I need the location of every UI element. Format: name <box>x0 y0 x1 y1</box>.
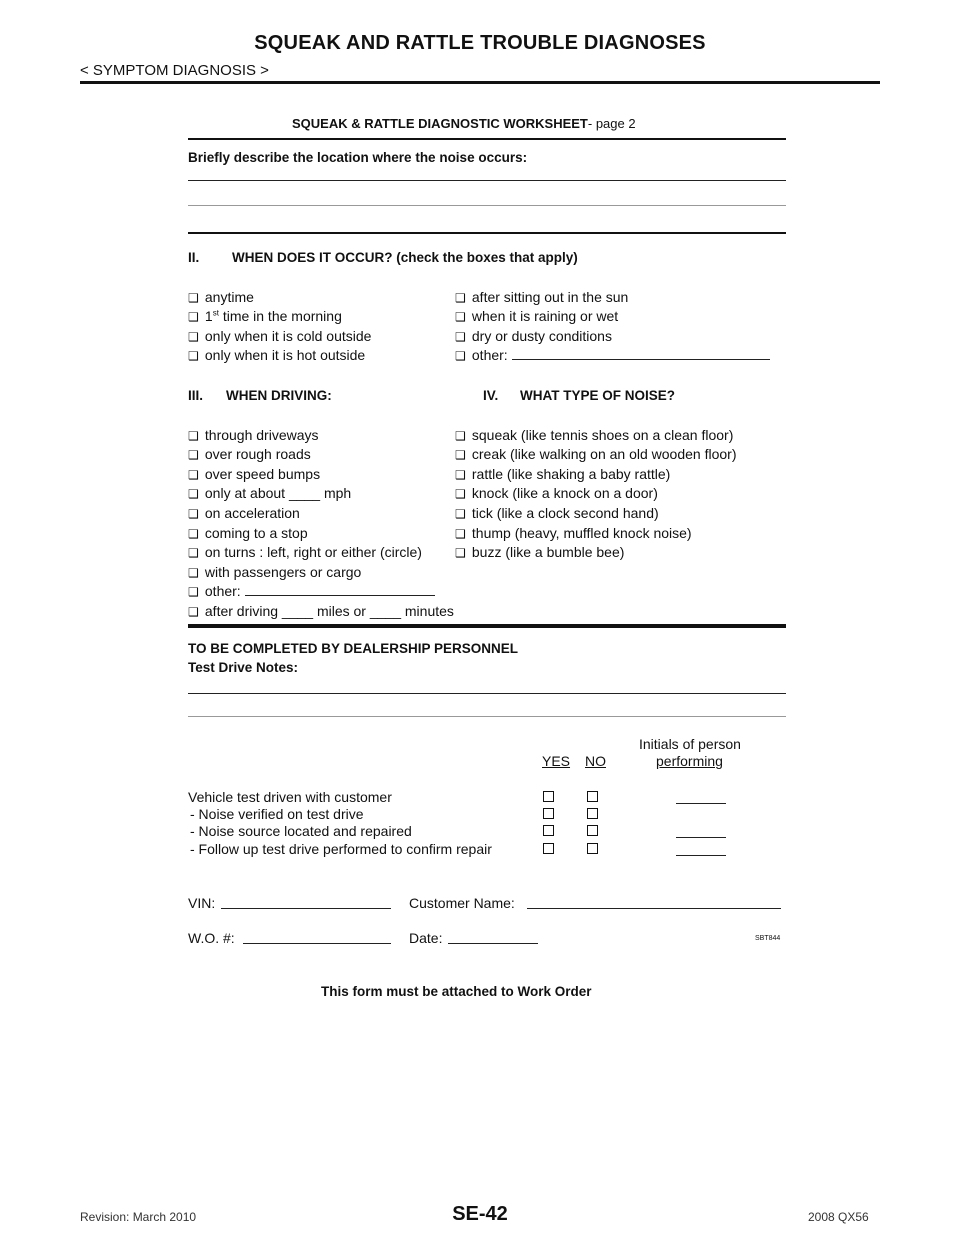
worksheet-rule <box>188 138 786 140</box>
s3-item[interactable]: ❑ on acceleration <box>188 505 300 521</box>
s3-item[interactable]: ❑ coming to a stop <box>188 525 308 541</box>
wo-field[interactable] <box>243 943 391 944</box>
section-subtitle: < SYMPTOM DIAGNOSIS > <box>80 62 269 79</box>
other-blank[interactable] <box>245 594 435 596</box>
checkbox-icon[interactable]: ❑ <box>455 310 466 324</box>
dealer-row-label: Vehicle test driven with customer <box>188 789 392 805</box>
attach-note: This form must be attached to Work Order <box>321 984 592 999</box>
yes-checkbox-icon[interactable] <box>543 843 554 854</box>
no-checkbox-icon[interactable] <box>587 791 598 802</box>
checkbox-icon[interactable]: ❑ <box>455 330 466 344</box>
section3-number: III. <box>188 388 204 403</box>
wo-label: W.O. #: <box>188 930 235 946</box>
section-rule-1 <box>188 232 786 234</box>
initials-blank[interactable] <box>676 855 726 856</box>
checkbox-icon[interactable]: ❑ <box>188 527 199 541</box>
s3-item[interactable]: ❑ over rough roads <box>188 446 311 462</box>
s3-item[interactable]: ❑ other: <box>188 583 435 599</box>
notes-line-1 <box>188 693 786 694</box>
customer-name-field[interactable] <box>527 908 781 909</box>
s2-right-item[interactable]: ❑ dry or dusty conditions <box>455 328 612 344</box>
location-line-1 <box>188 180 786 181</box>
s4-item[interactable]: ❑ squeak (like tennis shoes on a clean floor) <box>455 427 734 443</box>
worksheet-title-text: SQUEAK & RATTLE DIAGNOSTIC WORKSHEET <box>292 116 588 131</box>
initials-blank[interactable] <box>676 837 726 838</box>
checkbox-icon[interactable]: ❑ <box>455 468 466 482</box>
dealer-row-label: - Noise verified on test drive <box>190 806 364 822</box>
checkbox-icon[interactable]: ❑ <box>188 487 199 501</box>
checkbox-icon[interactable]: ❑ <box>188 448 199 462</box>
s2-right-item[interactable]: ❑ after sitting out in the sun <box>455 289 629 305</box>
s4-item[interactable]: ❑ creak (like walking on an old wooden floor) <box>455 446 737 462</box>
date-field[interactable] <box>448 943 538 944</box>
no-checkbox-icon[interactable] <box>587 808 598 819</box>
initials-blank[interactable] <box>676 803 726 804</box>
s3-item[interactable]: ❑ after driving ____ miles or ____ minutes <box>188 603 454 619</box>
page-number: SE-42 <box>452 1203 508 1225</box>
col-initials-label: Initials of person <box>639 736 741 752</box>
checkbox-icon[interactable]: ❑ <box>188 349 199 363</box>
section-rule-2 <box>188 624 786 628</box>
section4-heading: WHAT TYPE OF NOISE? <box>520 388 675 403</box>
checkbox-icon[interactable]: ❑ <box>455 349 466 363</box>
no-checkbox-icon[interactable] <box>587 843 598 854</box>
yes-checkbox-icon[interactable] <box>543 808 554 819</box>
test-drive-notes-label: Test Drive Notes: <box>188 660 299 675</box>
s2-left-item[interactable]: ❑ only when it is hot outside <box>188 347 366 363</box>
s3-item[interactable]: ❑ only at about ____ mph <box>188 485 352 501</box>
dealer-row-label: - Follow up test drive performed to confirm repair <box>190 841 492 857</box>
yes-checkbox-icon[interactable] <box>543 825 554 836</box>
s3-item[interactable]: ❑ with passengers or cargo <box>188 564 362 580</box>
col-performing-label: performing <box>656 753 723 769</box>
s4-item[interactable]: ❑ tick (like a clock second hand) <box>455 505 659 521</box>
location-prompt: Briefly describe the location where the noise occurs: <box>188 150 528 165</box>
s4-item[interactable]: ❑ thump (heavy, muffled knock noise) <box>455 525 692 541</box>
checkbox-icon[interactable]: ❑ <box>455 507 466 521</box>
s3-item[interactable]: ❑ through driveways <box>188 427 319 443</box>
dealer-heading: TO BE COMPLETED BY DEALERSHIP PERSONNEL <box>188 641 519 656</box>
s2-right-item[interactable]: ❑ when it is raining or wet <box>455 308 619 324</box>
notes-line-2 <box>188 716 786 717</box>
checkbox-icon[interactable]: ❑ <box>188 507 199 521</box>
worksheet-title <box>292 116 636 131</box>
checkbox-icon[interactable]: ❑ <box>188 310 199 324</box>
checkbox-icon[interactable]: ❑ <box>188 585 199 599</box>
checkbox-icon[interactable]: ❑ <box>188 605 199 619</box>
checkbox-icon[interactable]: ❑ <box>455 487 466 501</box>
date-label: Date: <box>409 930 443 946</box>
page-title: SQUEAK AND RATTLE TROUBLE DIAGNOSES <box>254 32 706 54</box>
checkbox-icon[interactable]: ❑ <box>188 291 199 305</box>
s4-item[interactable]: ❑ buzz (like a bumble bee) <box>455 544 625 560</box>
other-blank[interactable] <box>512 358 770 360</box>
checkbox-icon[interactable]: ❑ <box>455 429 466 443</box>
checkbox-icon[interactable]: ❑ <box>188 330 199 344</box>
checkbox-icon[interactable]: ❑ <box>455 448 466 462</box>
checkbox-icon[interactable]: ❑ <box>188 566 199 580</box>
location-line-2 <box>188 205 786 206</box>
s2-left-item[interactable]: ❑ 1st time in the morning <box>188 308 342 324</box>
checkbox-icon[interactable]: ❑ <box>455 546 466 560</box>
header-rule <box>80 81 880 84</box>
no-checkbox-icon[interactable] <box>587 825 598 836</box>
s2-right-item[interactable]: ❑ other: <box>455 347 770 363</box>
s4-item[interactable]: ❑ rattle (like shaking a baby rattle) <box>455 466 671 482</box>
model-year: 2008 QX56 <box>808 1210 869 1224</box>
s2-left-item[interactable]: ❑ only when it is cold outside <box>188 328 372 344</box>
s3-item[interactable]: ❑ on turns : left, right or either (circle) <box>188 544 422 560</box>
section3-heading: WHEN DRIVING: <box>226 388 332 403</box>
s2-left-item[interactable]: ❑ anytime <box>188 289 254 305</box>
col-no-label: NO <box>585 753 606 769</box>
vin-label: VIN: <box>188 895 216 911</box>
dealer-row-label: - Noise source located and repaired <box>190 823 412 839</box>
checkbox-icon[interactable]: ❑ <box>188 429 199 443</box>
checkbox-icon[interactable]: ❑ <box>455 291 466 305</box>
col-yes-label: YES <box>542 753 571 769</box>
vin-field[interactable] <box>221 908 391 909</box>
checkbox-icon[interactable]: ❑ <box>188 546 199 560</box>
worksheet-page-label: - page 2 <box>587 116 636 131</box>
customer-name-label: Customer Name: <box>409 895 515 911</box>
checkbox-icon[interactable]: ❑ <box>455 527 466 541</box>
checkbox-icon[interactable]: ❑ <box>188 468 199 482</box>
section4-number: IV. <box>483 388 499 403</box>
s4-item[interactable]: ❑ knock (like a knock on a door) <box>455 485 658 501</box>
revision-date: Revision: March 2010 <box>80 1210 197 1224</box>
section2-number: II. <box>188 250 200 265</box>
section2-heading: WHEN DOES IT OCCUR? (check the boxes that apply) <box>232 250 578 265</box>
s3-item[interactable]: ❑ over speed bumps <box>188 466 321 482</box>
figure-code: SBT844 <box>755 935 781 942</box>
yes-checkbox-icon[interactable] <box>543 791 554 802</box>
